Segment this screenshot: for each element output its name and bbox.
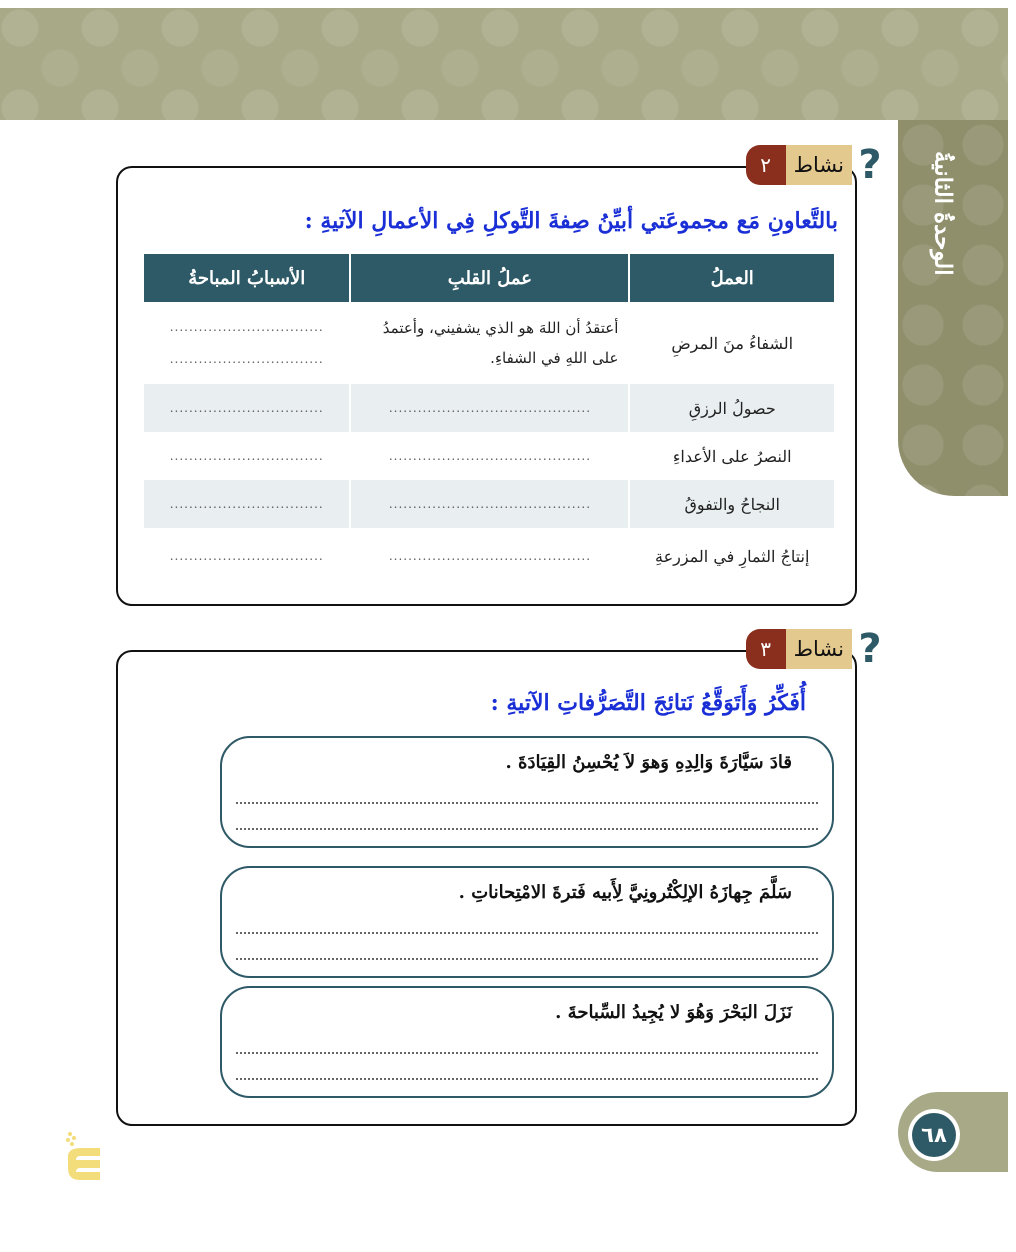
cell-means[interactable]: ................................ (143, 432, 350, 480)
scenario-text: نَزَلَ البَحْرَ وَهُوَ لا يُجِيدُ السِّباحةَ . (555, 1002, 792, 1023)
publisher-logo-icon (60, 1128, 108, 1186)
header-banner (0, 8, 1008, 120)
answer-line[interactable] (236, 800, 818, 804)
tawakkul-table (142, 254, 836, 584)
scenario-card (220, 986, 834, 1098)
cell-work: إنتاجُ الثمارِ في المزرعةِ (629, 528, 835, 584)
cell-work: الشفاءُ منَ المرضِ (629, 302, 835, 384)
cell-heart[interactable]: .......................................... (350, 528, 629, 584)
activity-word: نشاط (786, 145, 852, 185)
scenario-text: سَلَّمَ جِهازَهُ الإلِكْتُرونِيَّ لِأَبيه فَترةَ الامْتِحاناتِ . (458, 882, 792, 903)
cell-work: النجاحُ والتفوقُ (629, 480, 835, 528)
cell-heart[interactable]: .......................................... (350, 432, 629, 480)
activity-2-label (746, 143, 888, 187)
table-row (143, 480, 835, 528)
cell-heart[interactable]: .......................................... (350, 384, 629, 432)
cell-means[interactable] (143, 302, 350, 384)
activity-number: ٣ (746, 629, 786, 669)
col-header-heart: عملُ القلبِ (350, 254, 629, 302)
answer-line: ................................ (169, 352, 324, 366)
cell-work: حصولُ الرزقِ (629, 384, 835, 432)
cell-means[interactable]: ................................ (143, 480, 350, 528)
answer-line[interactable] (236, 1050, 818, 1054)
activity-2-instruction: بالتَّعاونِ مَع مجموعَتي أبيِّنُ صِفةَ التَّوكلِ فِي الأعمالِ الآتيةِ : (304, 208, 838, 234)
cell-means[interactable]: ................................ (143, 528, 350, 584)
question-mark-icon: ? (858, 142, 882, 188)
answer-line[interactable] (236, 826, 818, 830)
table-row (143, 384, 835, 432)
scenario-card (220, 866, 834, 978)
scenario-text: قادَ سَيَّارَةَ وَالِدِهِ وَهوَ لاَ يُحْسِنُ القِيَادَةَ . (505, 752, 792, 773)
answer-line: ................................ (169, 320, 324, 334)
answer-line[interactable] (236, 1076, 818, 1080)
table-row (143, 528, 835, 584)
activity-3-label (746, 627, 888, 671)
cell-heart: أعتقدُ أن اللهَ هو الذي يشفيني، وأعتمدُ على اللهِ في الشفاءِ. (350, 302, 629, 384)
col-header-work: العملُ (629, 254, 835, 302)
activity-number: ٢ (746, 145, 786, 185)
cell-means[interactable]: ................................ (143, 384, 350, 432)
activity-3-instruction: أُفَكِّرُ وَأَتَوَقَّعُ نَتائِجَ التَّصَرُّفاتِ الآتيةِ : (490, 690, 806, 716)
answer-line[interactable] (236, 956, 818, 960)
table-row (143, 302, 835, 384)
activity-word: نشاط (786, 629, 852, 669)
table-row (143, 432, 835, 480)
table-header-row (143, 254, 835, 302)
cell-work: النصرُ على الأعداءِ (629, 432, 835, 480)
unit-title: الوحدةُ الثانيةُ (929, 150, 957, 276)
scenario-card (220, 736, 834, 848)
page-number: ٦٨ (912, 1113, 956, 1157)
answer-line[interactable] (236, 930, 818, 934)
cell-heart[interactable]: .......................................... (350, 480, 629, 528)
question-mark-icon: ? (858, 626, 882, 672)
col-header-means: الأسبابُ المباحةُ (143, 254, 350, 302)
